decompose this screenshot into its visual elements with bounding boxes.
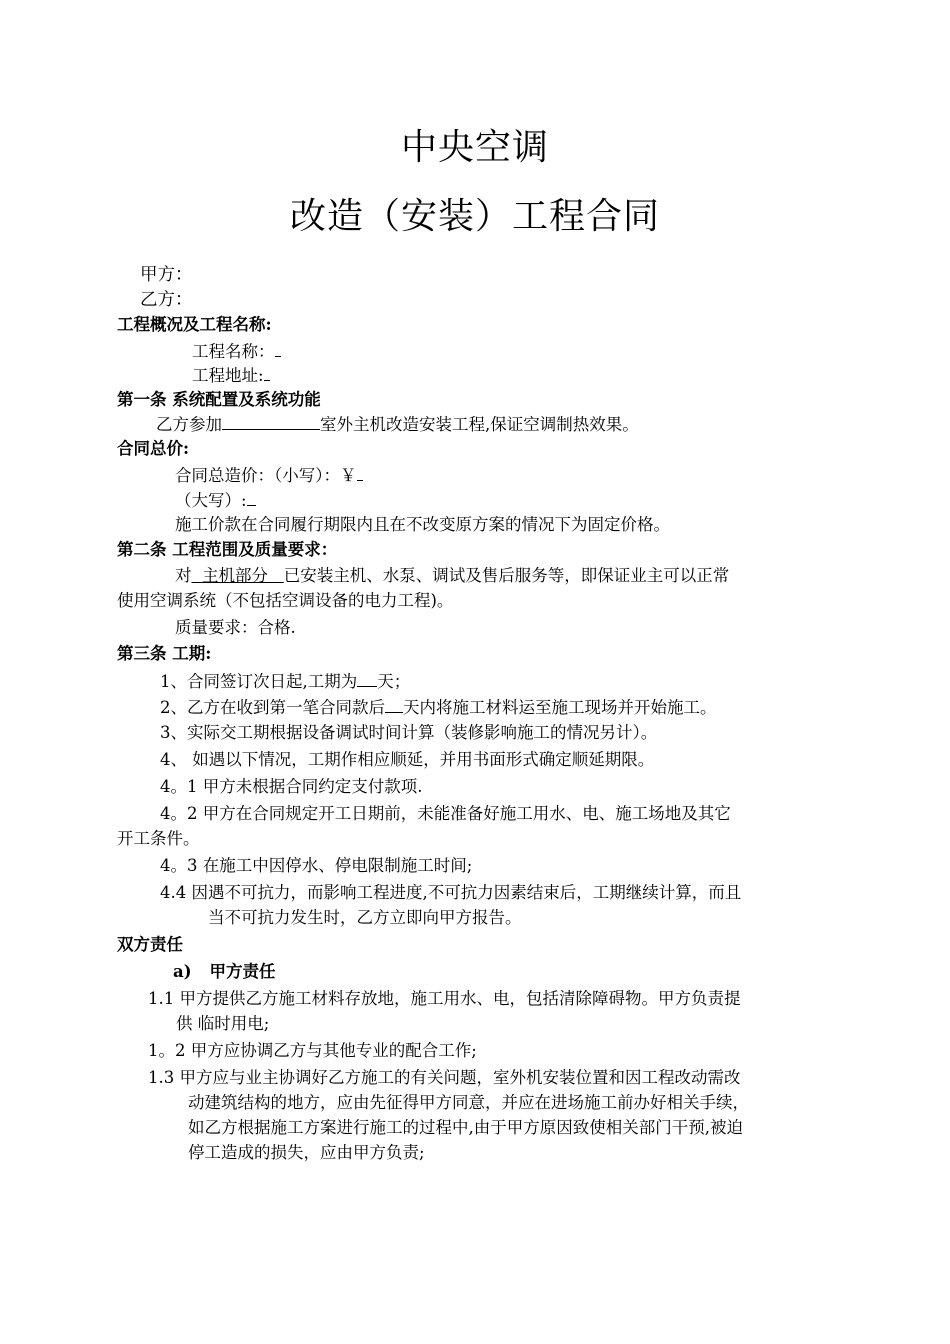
title-line-2: 改造（安装）工程合同 <box>289 196 660 237</box>
duty-1-3-line3: 如乙方根据施工方案进行施工的过程中,由于甲方原因致使相关部门干预,被迫 <box>188 1118 743 1137</box>
price-upper-label: （大写）: <box>175 491 247 510</box>
period-item-4-1: 4。1 甲方未根据合同约定支付款项. <box>160 777 423 796</box>
period-item-1 <box>160 670 410 693</box>
article1-blank <box>222 413 320 430</box>
party-a-duties-title <box>173 961 276 983</box>
project-address-blank <box>264 364 270 381</box>
period-item-1-before: 1、合同签订次日起,工期为 <box>160 672 358 691</box>
party-b-label: 乙方： <box>140 290 193 310</box>
project-address-line <box>192 364 270 387</box>
overview-heading: 工程概况及工程名称: <box>117 315 272 334</box>
period-item-3: 3、实际交工期根据设备调试时间计算（装修影响施工的情况另计）。 <box>160 723 658 742</box>
duty-1-3-line1: 1.3 甲方应与业主协调好乙方施工的有关问题，室外机安装位置和因工程改动需改 <box>148 1068 741 1087</box>
party-a-duties-marker: a) <box>173 962 192 981</box>
project-name-label: 工程名称： <box>192 342 275 361</box>
period-item-4: 4、 如遇以下情况，工期作相应顺延，并用书面形式确定顺延期限。 <box>160 750 655 769</box>
period-item-2 <box>160 696 717 719</box>
project-address-label: 工程地址: <box>192 366 264 385</box>
project-name-line <box>192 340 281 363</box>
quality-requirement: 质量要求：合格. <box>175 618 296 637</box>
scope-item: 主机部分 <box>191 566 284 585</box>
article2-scope-line1 <box>175 565 729 587</box>
period-item-4-4-line2: 当不可抗力发生时，乙方立即向甲方报告。 <box>208 908 522 927</box>
article1-heading: 第一条 系统配置及系统功能 <box>117 390 321 409</box>
period-item-1-blank <box>357 670 377 687</box>
price-lower-line <box>175 464 363 487</box>
price-fixed-note: 施工价款在合同履行期限内且在不改变原方案的情况下为固定价格。 <box>175 515 670 534</box>
period-item-4-3: 4。3 在施工中因停水、停电限制施工时间; <box>160 856 473 875</box>
price-lower-label: 合同总造价：（小写）：￥ <box>175 466 357 485</box>
project-name-blank <box>275 340 281 357</box>
article1-text <box>156 413 639 436</box>
period-item-4-2-line1: 4。2 甲方在合同规定开工日期前，未能准备好施工用水、电、施工场地及其它 <box>160 804 731 823</box>
article1-text-before: 乙方参加 <box>156 415 222 434</box>
period-item-2-before: 2、乙方在收到第一笔合同款后 <box>160 698 385 717</box>
duties-heading: 双方责任 <box>117 935 183 954</box>
duty-1-3-line2: 动建筑结构的地方，应由先征得甲方同意，并应在进场施工前办好相关手续， <box>188 1093 749 1112</box>
period-item-2-blank <box>385 696 403 713</box>
duty-1-3-line4: 停工造成的损失，应由甲方负责; <box>188 1143 425 1162</box>
duty-1-1-line2: 供 临时用电; <box>176 1014 270 1033</box>
party-a-label: 甲方： <box>140 265 193 285</box>
scope-rest: 已安装主机、水泵、调试及售后服务等，即保证业主可以正常 <box>283 566 730 585</box>
price-upper-line <box>175 489 256 512</box>
period-item-1-after: 天； <box>377 672 411 691</box>
scope-prefix: 对 <box>175 566 192 585</box>
party-a-duties-label: 甲方责任 <box>209 962 276 981</box>
title-line-1: 中央空调 <box>400 127 549 168</box>
article2-heading: 第二条 工程范围及质量要求： <box>117 540 338 559</box>
period-item-4-2-line2: 开工条件。 <box>117 829 200 848</box>
duty-1-2: 1。2 甲方应协调乙方与其他专业的配合工作; <box>148 1041 477 1060</box>
period-item-2-after: 天内将施工材料运至施工现场并开始施工。 <box>403 698 717 717</box>
price-heading: 合同总价: <box>117 439 190 458</box>
duty-1-1-line1: 1.1 甲方提供乙方施工材料存放地，施工用水、电，包括清除障碍物。甲方负责提 <box>148 989 741 1008</box>
article2-scope-line2: 使用空调系统（不包括空调设备的电力工程)。 <box>117 591 454 610</box>
article3-heading: 第三条 工期: <box>117 644 212 663</box>
price-upper-blank <box>247 489 256 506</box>
article1-text-after: 室外主机改造安装工程,保证空调制热效果。 <box>320 415 639 434</box>
price-lower-blank <box>357 464 363 481</box>
period-item-4-4-line1: 4.4 因遇不可抗力，而影响工程进度,不可抗力因素结束后，工期继续计算，而且 <box>160 883 742 902</box>
